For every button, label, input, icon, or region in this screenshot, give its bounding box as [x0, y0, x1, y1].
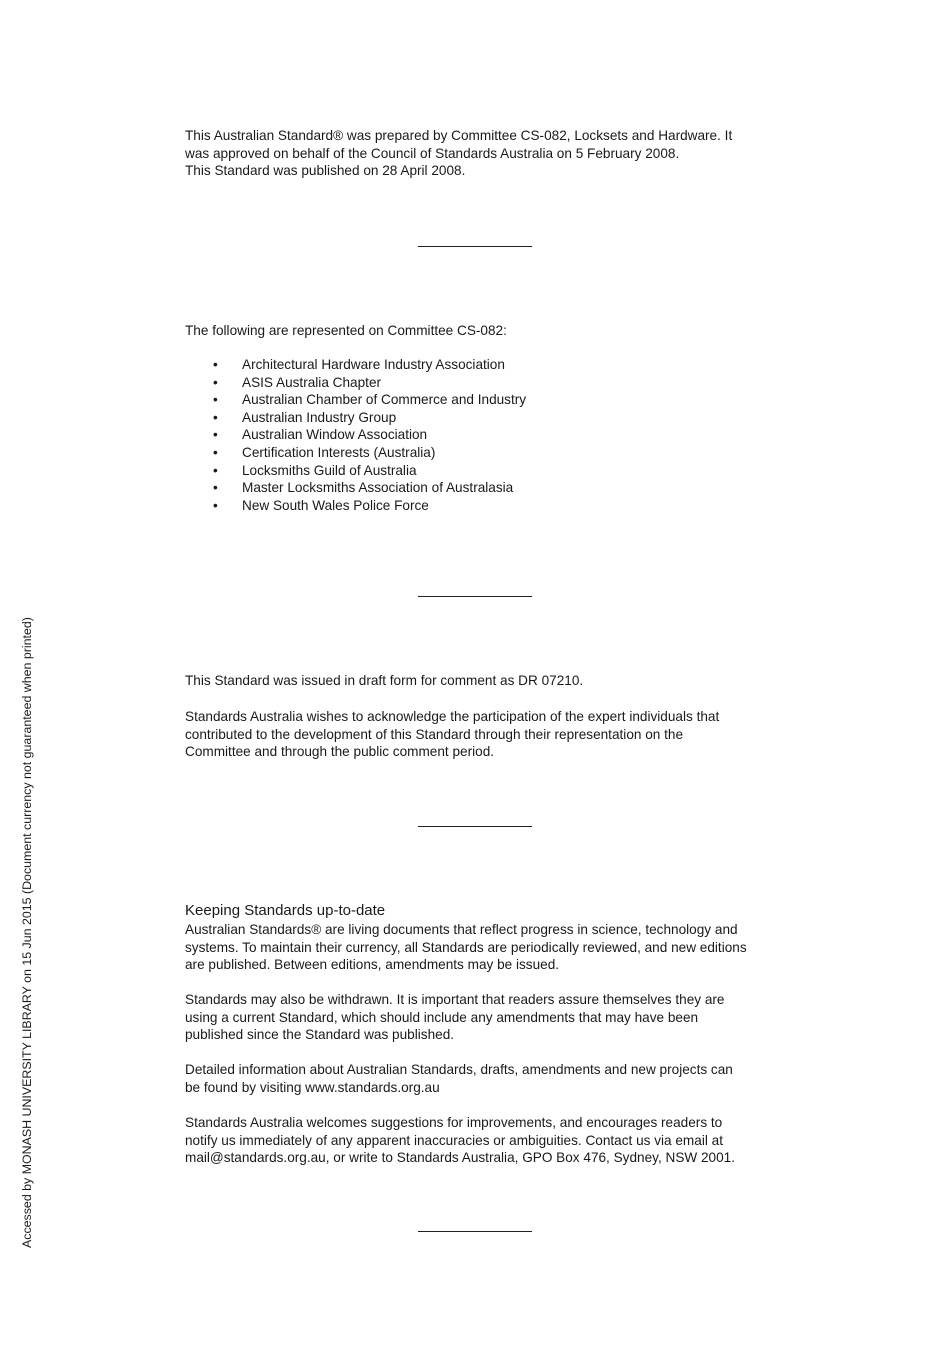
paragraph-line: using a current Standard, which should include any amendments that may have been — [185, 1009, 699, 1025]
committee-member: Master Locksmiths Association of Australasia — [242, 480, 514, 496]
bullet-icon: • — [213, 374, 218, 390]
paragraph-line: are published. Between editions, amendments may be issued. — [185, 957, 560, 973]
committee-member: New South Wales Police Force — [242, 497, 429, 513]
committee-member: Certification Interests (Australia) — [242, 444, 436, 460]
section-heading: Keeping Standards up-to-date — [185, 902, 386, 919]
bullet-icon: • — [213, 480, 218, 496]
paragraph-line: be found by visiting www.standards.org.au — [185, 1079, 440, 1095]
committee-member: Locksmiths Guild of Australia — [242, 462, 417, 478]
bullet-icon: • — [213, 409, 218, 425]
paragraph-line: mail@standards.org.au, or write to Standards Australia, GPO Box 476, Sydney, NSW 2001. — [185, 1150, 736, 1166]
list-item — [185, 479, 745, 497]
committee-member: ASIS Australia Chapter — [242, 374, 382, 390]
committee-intro: The following are represented on Committee CS-082: — [185, 323, 507, 338]
committee-member: Australian Industry Group — [242, 409, 397, 425]
paragraph-line: Standards may also be withdrawn. It is important that readers assure themselves they are — [185, 992, 725, 1007]
list-item — [185, 444, 745, 462]
paragraph-website — [185, 1061, 775, 1096]
list-item — [185, 462, 745, 480]
access-watermark: Accessed by MONASH UNIVERSITY LIBRARY on 15 Jun 2015 (Document currency not guaranteed when printed) — [20, 617, 34, 1248]
paragraph-line: Australian Standards® are living documents that reflect progress in science, technology and — [185, 922, 738, 937]
list-item — [185, 391, 745, 409]
draft-notice: This Standard was issued in draft form for comment as DR 07210. — [185, 673, 584, 688]
paragraph-line: systems. To maintain their currency, all Standards are periodically reviewed, and new editions — [185, 939, 747, 955]
bullet-icon: • — [213, 357, 218, 372]
bullet-icon: • — [213, 427, 218, 443]
bullet-icon: • — [213, 462, 218, 478]
list-item — [185, 497, 745, 515]
paragraph-withdrawn — [185, 991, 775, 1044]
section-divider — [418, 246, 532, 247]
acknowledgement-paragraph — [185, 708, 775, 761]
bullet-icon: • — [213, 444, 218, 460]
section-divider — [418, 1231, 532, 1232]
list-item — [185, 356, 745, 374]
list-item — [185, 374, 745, 392]
paragraph-line: published since the Standard was published. — [185, 1027, 455, 1043]
publication-info — [185, 127, 775, 180]
paragraph-line: notify us immediately of any apparent inaccuracies or ambiguities. Contact us via email at — [185, 1132, 723, 1148]
bullet-icon: • — [213, 392, 218, 408]
publication-info-line: This Australian Standard® was prepared by Committee CS-082, Locksets and Hardware. It — [185, 128, 733, 143]
bullet-icon: • — [213, 497, 218, 513]
list-item — [185, 426, 745, 444]
committee-member: Australian Chamber of Commerce and Industry — [242, 392, 527, 408]
acknowledgement-line: Committee and through the public comment period. — [185, 744, 495, 760]
paragraph-line: Detailed information about Australian Standards, drafts, amendments and new projects can — [185, 1062, 733, 1077]
committee-member: Architectural Hardware Industry Association — [242, 357, 505, 372]
paragraph-line: Standards Australia welcomes suggestions for improvements, and encourages readers to — [185, 1115, 723, 1130]
list-item — [185, 409, 745, 427]
committee-member: Australian Window Association — [242, 427, 428, 443]
section-divider — [418, 826, 532, 827]
section-divider — [418, 596, 532, 597]
publication-info-line: was approved on behalf of the Council of Standards Australia on 5 February 2008. — [185, 145, 680, 161]
acknowledgement-line: Standards Australia wishes to acknowledge the participation of the expert individuals that — [185, 709, 720, 724]
committee-member-list — [185, 356, 745, 514]
paragraph-living-documents — [185, 921, 775, 974]
paragraph-contact — [185, 1114, 775, 1167]
publication-info-line: This Standard was published on 28 April 2008. — [185, 163, 466, 179]
acknowledgement-line: contributed to the development of this Standard through their representation on the — [185, 726, 684, 742]
